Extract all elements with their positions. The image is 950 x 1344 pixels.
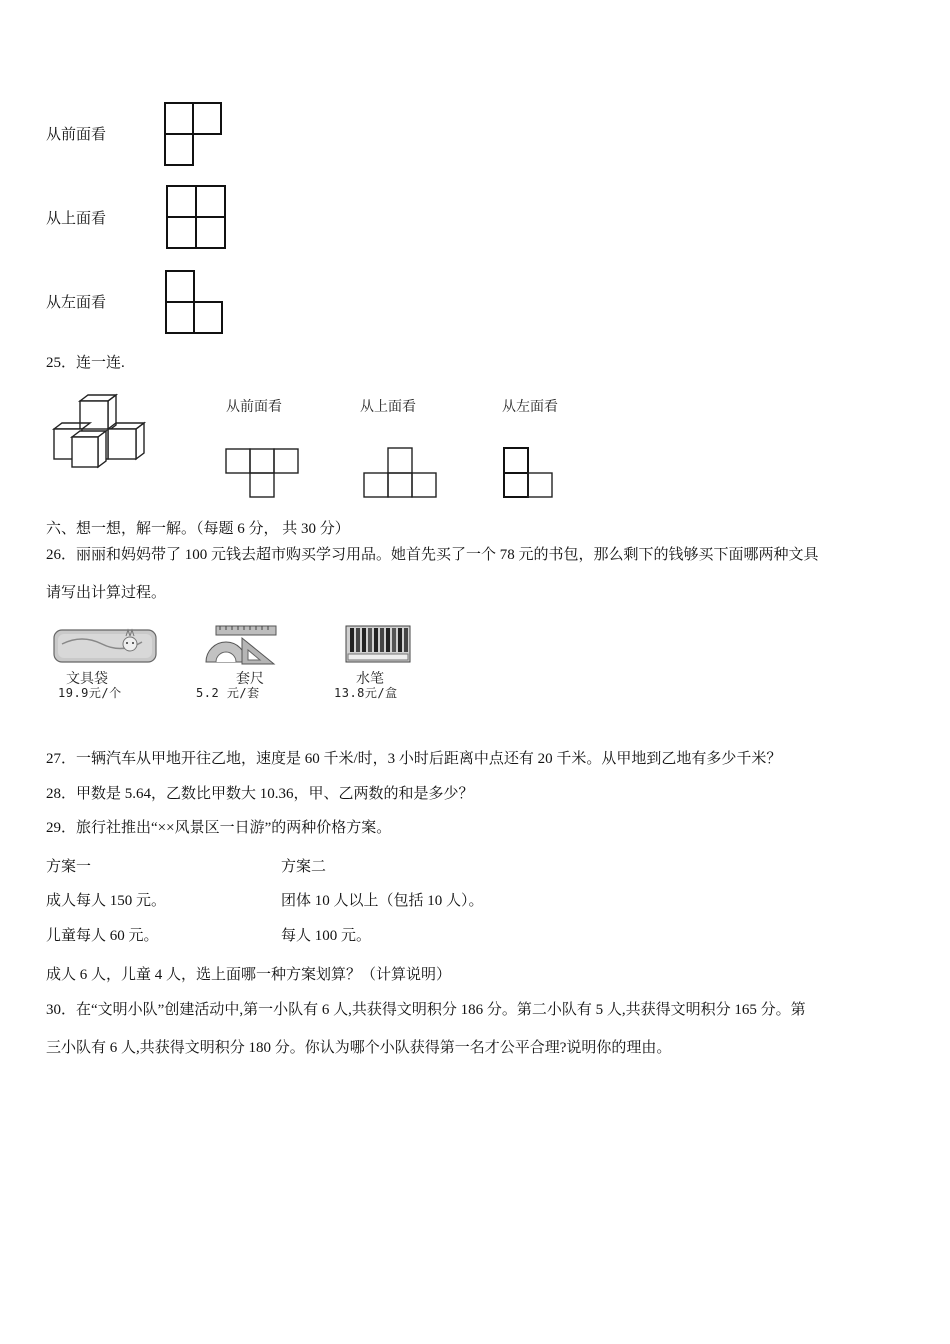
item-pencil-case-name: 文具袋 [66, 671, 108, 687]
plan2-line2: 每人 100 元。 [281, 928, 372, 944]
q25-option-top-label: 从上面看 [360, 399, 416, 415]
question-30-line1: 30．在“文明小队”创建活动中,第一小队有 6 人,共获得文明积分 186 分。第二小队有 5 人,共获得文明积分 165 分。第 [46, 1002, 806, 1018]
plan1-line1: 成人每人 150 元。 [46, 893, 167, 909]
item-ruler-set-name: 套尺 [236, 671, 264, 687]
pen-box-icon [344, 624, 414, 666]
grid-top-view-icon [166, 185, 228, 251]
plan2-line1: 团体 10 人以上（包括 10 人）。 [281, 893, 484, 909]
grid-left-view-icon [164, 270, 226, 336]
question-26-line2: 请写出计算过程。 [46, 585, 167, 601]
item-pen-box-name: 水笔 [356, 671, 384, 687]
top-view-option-icon [362, 446, 442, 500]
question-25: 25．连一连. [46, 355, 125, 371]
q25-option-left-label: 从左面看 [502, 399, 558, 415]
left-view-label: 从左面看 [46, 295, 107, 311]
front-view-option-icon [224, 447, 304, 501]
q25-option-front-label: 从前面看 [226, 399, 282, 415]
cube-stack-icon [50, 393, 160, 475]
grid-front-view-icon [164, 101, 224, 167]
plan2-title: 方案二 [281, 859, 327, 875]
question-26-line1: 26．丽丽和妈妈带了 100 元钱去超市购买学习用品。她首先买了一个 78 元的书包，那么剩下的钱够买下面哪两种文具 [46, 547, 819, 563]
plan1-line2: 儿童每人 60 元。 [46, 928, 159, 944]
plan1-title: 方案一 [46, 859, 92, 875]
question-28: 28．甲数是 5.64，乙数比甲数大 10.36，甲、乙两数的和是多少？ [46, 786, 474, 802]
left-view-option-icon [502, 446, 558, 502]
item-pen-box-price: 13.8元/盒 [334, 686, 398, 700]
front-view-label: 从前面看 [46, 127, 107, 143]
question-30-line2: 三小队有 6 人,共获得文明积分 180 分。你认为哪个小队获得第一名才公平合理?说明你的理由。 [46, 1040, 672, 1056]
question-29: 29．旅行社推出“××风景区一日游”的两种价格方案。 [46, 820, 392, 836]
top-view-label: 从上面看 [46, 211, 107, 227]
question-27: 27．一辆汽车从甲地开往乙地，速度是 60 千米/时，3 小时后距离中点还有 20 千米。从甲地到乙地有多少千米？ [46, 751, 782, 767]
question-29-ask: 成人 6 人，儿童 4 人，选上面哪一种方案划算？（计算说明） [46, 967, 452, 983]
pencil-case-icon [52, 626, 158, 666]
section-6-heading: 六、想一想，解一解。（每题 6 分， 共 30 分） [46, 521, 350, 537]
ruler-set-icon [202, 624, 282, 668]
item-pencil-case-price: 19.9元/个 [58, 686, 122, 700]
item-ruler-set-price: 5.2 元/套 [196, 686, 260, 700]
